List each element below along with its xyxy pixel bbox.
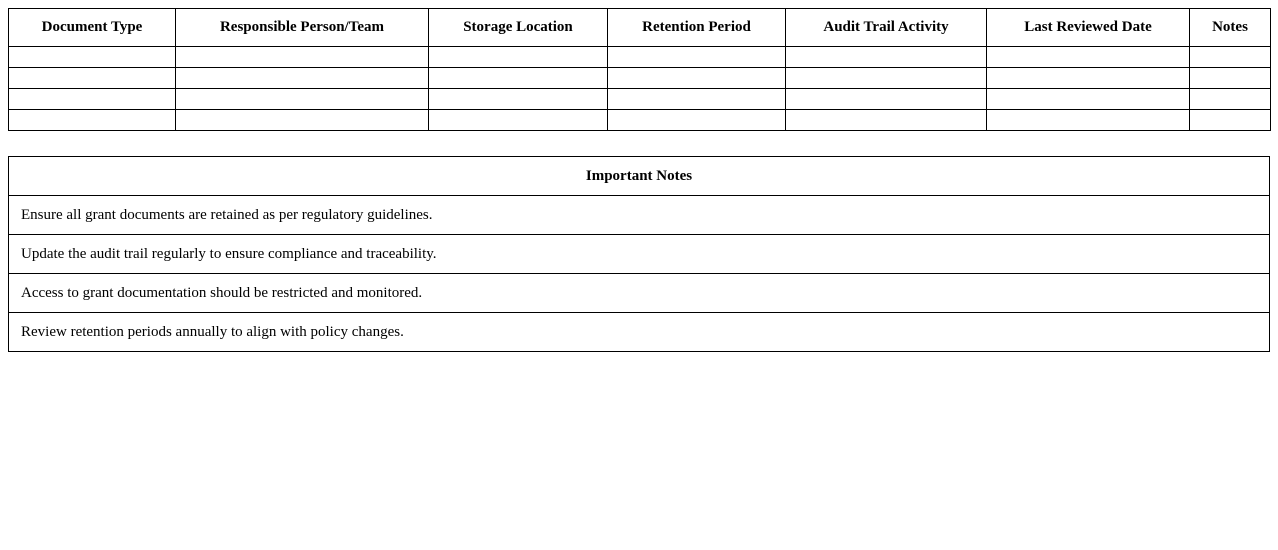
list-item — [9, 313, 1270, 352]
table-cell[interactable] — [987, 110, 1190, 131]
table-cell[interactable] — [987, 68, 1190, 89]
note-text: Ensure all grant documents are retained as per regulatory guidelines. — [9, 196, 1270, 235]
header-retention-period: Retention Period — [608, 9, 786, 47]
table-cell[interactable] — [429, 47, 608, 68]
table-cell[interactable] — [786, 68, 987, 89]
table-row — [9, 68, 1271, 89]
notes-header-row — [9, 157, 1270, 196]
list-item — [9, 235, 1270, 274]
table-header-row — [9, 9, 1271, 47]
table-cell[interactable] — [1190, 47, 1271, 68]
header-responsible-person-team: Responsible Person/Team — [176, 9, 429, 47]
table-cell[interactable] — [176, 110, 429, 131]
table-cell[interactable] — [786, 89, 987, 110]
table-cell[interactable] — [1190, 89, 1271, 110]
table-cell[interactable] — [608, 68, 786, 89]
document-tracking-table — [8, 8, 1271, 131]
header-document-type: Document Type — [9, 9, 176, 47]
note-text: Access to grant documentation should be restricted and monitored. — [9, 274, 1270, 313]
table-cell[interactable] — [9, 110, 176, 131]
table-cell[interactable] — [429, 89, 608, 110]
table-row — [9, 110, 1271, 131]
table-cell[interactable] — [1190, 68, 1271, 89]
table-cell[interactable] — [608, 47, 786, 68]
list-item — [9, 274, 1270, 313]
table-cell[interactable] — [429, 110, 608, 131]
table-cell[interactable] — [608, 89, 786, 110]
table-row — [9, 47, 1271, 68]
table-cell[interactable] — [429, 68, 608, 89]
note-text: Review retention periods annually to align with policy changes. — [9, 313, 1270, 352]
notes-title: Important Notes — [9, 157, 1270, 196]
header-storage-location: Storage Location — [429, 9, 608, 47]
table-cell[interactable] — [1190, 110, 1271, 131]
table-cell[interactable] — [176, 89, 429, 110]
header-notes: Notes — [1190, 9, 1271, 47]
note-text: Update the audit trail regularly to ensure compliance and traceability. — [9, 235, 1270, 274]
table-row — [9, 89, 1271, 110]
important-notes-table — [8, 156, 1270, 352]
table-cell[interactable] — [9, 68, 176, 89]
table-cell[interactable] — [176, 68, 429, 89]
table-cell[interactable] — [176, 47, 429, 68]
header-audit-trail-activity: Audit Trail Activity — [786, 9, 987, 47]
table-cell[interactable] — [987, 89, 1190, 110]
table-cell[interactable] — [9, 47, 176, 68]
table-cell[interactable] — [786, 110, 987, 131]
table-cell[interactable] — [608, 110, 786, 131]
list-item — [9, 196, 1270, 235]
table-cell[interactable] — [9, 89, 176, 110]
table-cell[interactable] — [987, 47, 1190, 68]
table-cell[interactable] — [786, 47, 987, 68]
header-last-reviewed-date: Last Reviewed Date — [987, 9, 1190, 47]
